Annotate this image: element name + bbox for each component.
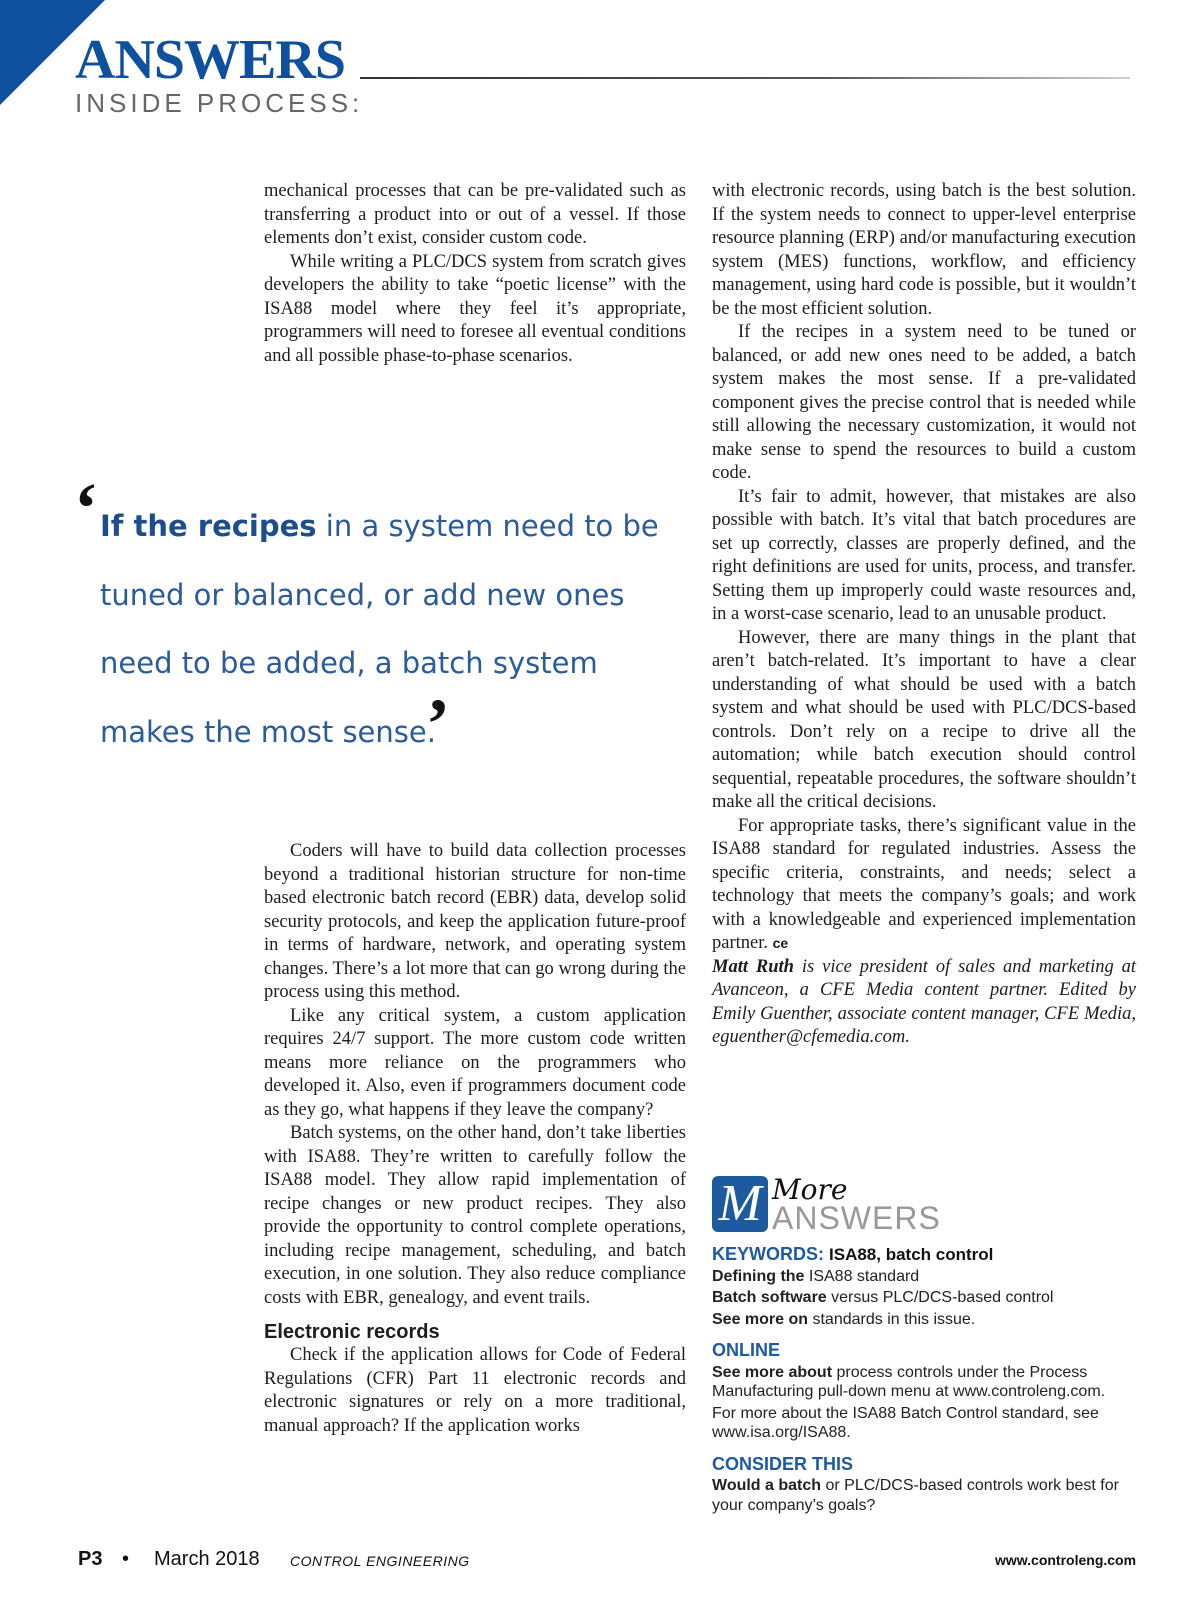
sidebar-item-text: standards in this issue. bbox=[812, 1310, 976, 1328]
paragraph: Like any critical system, a custom application requires 24/7 support. The more custom code written means more reliance on the programmers who developed it. Also, even if programmers document code as they go, what happens if they leave the company? bbox=[264, 1005, 686, 1120]
pull-quote-text: in a system need to be tuned or balanced, or add new ones need to be added, a batch system makes the most sense. bbox=[100, 509, 659, 749]
m-logo-icon: M bbox=[712, 1176, 768, 1232]
section-title: ANSWERS bbox=[75, 29, 345, 91]
keywords-value: ISA88, batch control bbox=[829, 1245, 994, 1264]
sidebar-item-bold: Defining the bbox=[712, 1267, 805, 1285]
paragraph-last bbox=[712, 815, 1136, 956]
consider-bold: Would a batch bbox=[712, 1477, 822, 1494]
paragraph: mechanical processes that can be pre-validated such as transferring a product into or out of a vessel. If those elements don’t exist, consider custom code. bbox=[264, 181, 686, 248]
consider-heading: CONSIDER THIS bbox=[712, 1453, 854, 1474]
more-answers-sidebar bbox=[712, 1175, 1152, 1517]
consider-text bbox=[712, 1476, 1152, 1515]
paragraph-text: For appropriate tasks, there’s significant value in the ISA88 standard for regulated industries. Assess the specific criteria, constraints, and needs; select a technology that meets the company’s goals; and work with a knowledgeable and experienced implementation partner. bbox=[712, 815, 1136, 953]
paragraph: However, there are many things in the plant that aren’t batch-related. It’s important to have a clear understanding of what should be used with a batch system and what should be used with PLC/DCS-based controls. Don’t rely on a recipe to drive all the automation; while batch execution should control sequential, repeatable procedures, the software shouldn’t make all the critical decisions. bbox=[712, 627, 1136, 812]
issue-date: March 2018 bbox=[154, 1548, 260, 1570]
sidebar-item bbox=[712, 1310, 1152, 1330]
paragraph: It’s fair to admit, however, that mistakes are also possible with batch. It’s vital that batch procedures are set up correctly, classes are properly defined, and the right definitions are used for units, process, and transfer. Setting them up improperly could waste resources and, in a worst-case scenario, lead to an unusable product. bbox=[712, 486, 1136, 624]
section-subtitle: INSIDE PROCESS: bbox=[75, 88, 364, 118]
keywords-label: KEYWORDS: bbox=[712, 1244, 824, 1264]
author-bio-text: is vice president of sales and marketing at Avanceon, a CFE Media content partner. Edited by Emily Guenther, associate content manager, CFE Media, eguenther@cfemedia.com. bbox=[712, 956, 1136, 1047]
column-right bbox=[712, 180, 1136, 1050]
pull-quote-lead: If the recipes bbox=[100, 509, 317, 543]
online-body: process controls under the Process Manufacturing pull-down menu at www.controleng.com. bbox=[712, 1363, 1106, 1400]
website-url: www.controleng.com bbox=[995, 1552, 1137, 1568]
page-number: P3 bbox=[78, 1548, 103, 1570]
paragraph: If the recipes in a system need to be tuned or balanced, or add new ones need to be added, a batch system makes the most sense. If a pre-validated component gives the precise control that is needed while still allowing the necessary customization, it would not make sense to spend the resources to build a custom code. bbox=[712, 322, 1136, 483]
open-quote-mark: ‘ bbox=[74, 468, 98, 548]
sidebar-item-bold: Batch software bbox=[712, 1289, 827, 1306]
sidebar-item bbox=[712, 1267, 1152, 1287]
paragraph: Check if the application allows for Code of Federal Regulations (CFR) Part 11 electronic records and electronic signatures or rely on a more traditional, manual approach? If the application works bbox=[264, 1345, 686, 1436]
author-name: Matt Ruth bbox=[712, 956, 794, 977]
online-extra: For more about the ISA88 Batch Control standard, see www.isa.org/ISA88. bbox=[712, 1404, 1099, 1441]
online-heading: ONLINE bbox=[712, 1340, 781, 1360]
online-bold: See more about bbox=[712, 1363, 833, 1381]
sidebar-item-bold: See more on bbox=[712, 1310, 809, 1328]
column-top-left bbox=[264, 180, 686, 368]
header-rule bbox=[360, 77, 1130, 79]
pull-quote bbox=[100, 492, 660, 766]
end-mark: ce bbox=[772, 935, 789, 951]
more-label: More bbox=[772, 1173, 848, 1206]
keywords-heading bbox=[712, 1245, 1152, 1265]
paragraph: Coders will have to build data collection processes beyond a traditional historian structure for non-time based electronic batch record (EBR) data, develop solid security protocols, and keep the application future-proof in terms of hardware, network, and operating system changes. There’s a lot more that can go wrong during the process using this method. bbox=[264, 841, 686, 1002]
author-bio bbox=[712, 956, 1136, 1050]
close-quote-mark: ’ bbox=[426, 684, 450, 764]
sidebar-item bbox=[712, 1288, 1152, 1308]
sidebar-item-text: versus PLC/DCS-based control bbox=[831, 1289, 1054, 1306]
sidebar-item-text: ISA88 standard bbox=[808, 1267, 920, 1285]
answers-label: ANSWERS bbox=[772, 1200, 941, 1236]
consider-body: or PLC/DCS-based controls work best for your company’s goals? bbox=[712, 1477, 1119, 1514]
paragraph: While writing a PLC/DCS system from scratch gives developers the ability to take “poetic license” with the ISA88 model where they feel it’s appropriate, programmers will need to foresee all eventual conditions and all possible phase-to-phase scenarios. bbox=[264, 251, 686, 366]
paragraph: with electronic records, using batch is the best solution. If the system needs to connect to upper-level enterprise resource planning (ERP) and/or manufacturing execution system (MES) functions, workflow, and efficiency management, using hard code is possible, but it wouldn’t be the most efficient solution. bbox=[712, 181, 1136, 319]
online-text bbox=[712, 1363, 1152, 1402]
publication-name: CONTROL ENGINEERING bbox=[290, 1553, 470, 1569]
subhead-electronic-records: Electronic records bbox=[264, 1321, 440, 1343]
footer-bullet: • bbox=[122, 1548, 130, 1570]
column-bottom-left bbox=[264, 840, 686, 1438]
paragraph: Batch systems, on the other hand, don’t take liberties with ISA88. They’re written to carefully follow the ISA88 model. They allow rapid implementation of recipe changes or new product recipes. They also provide the opportunity to control complete operations, including recipe management, scheduling, and batch execution, in one solution. They also reduce compliance costs with EBR, genealogy, and event trails. bbox=[264, 1123, 686, 1308]
more-answers-logo bbox=[712, 1173, 1152, 1236]
